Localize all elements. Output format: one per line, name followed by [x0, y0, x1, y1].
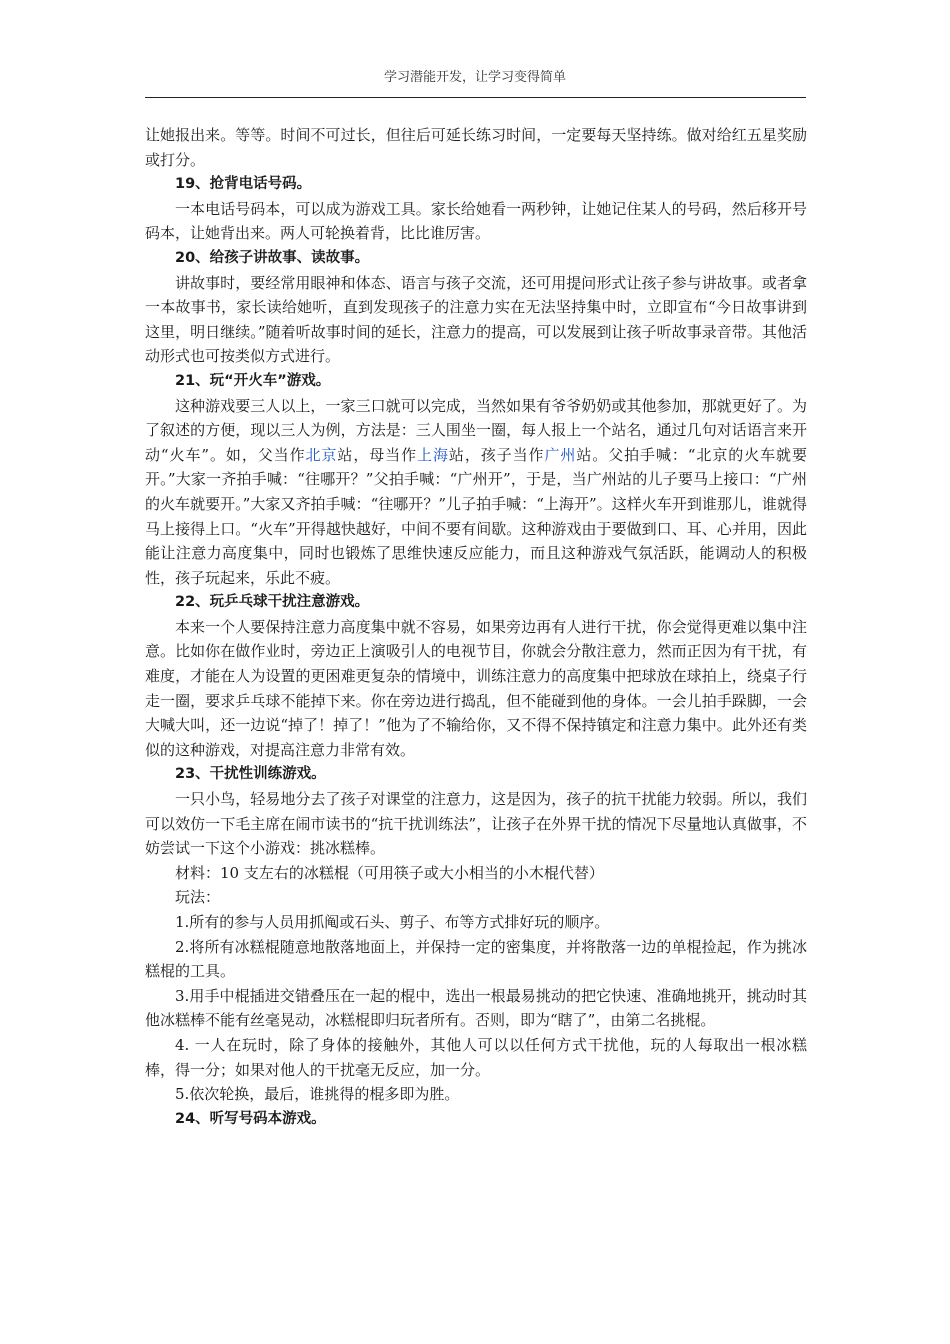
step-4: 4. 一人在玩时，除了身体的接触外，其他人可以以任何方式干扰他，玩的人每取出一根冰糕棒，得一分；如果对他人的干扰毫无反应，加一分。 [145, 1035, 807, 1079]
section-heading-21: 21、玩“开火车”游戏。 [175, 372, 331, 389]
section-body-20: 讲故事时，要经常用眼神和体态、语言与孩子交流，还可用提问形式让孩子参与讲故事。或者拿一本故事书，家长读给她听，直到发现孩子的注意力实在无法坚持集中时，立即宣布“今日故事讲到这里，明日继续。”随着听故事时间的延长，注意力的提高，可以发展到让孩子听故事录音带。其他活动形式也可按类似方式进行。 [145, 273, 807, 366]
paragraph-continued: 让她报出来。等等。时间不可过长，但往后可延长练习时间，一定要每天坚持练。做对给红五星奖励或打分。 [145, 126, 807, 169]
section-heading-22: 22、玩乒乓球干扰注意游戏。 [175, 594, 370, 611]
section-heading-20: 20、给孩子讲故事、读故事。 [175, 249, 370, 266]
play-label: 玩法： [175, 888, 221, 907]
link-guangzhou[interactable]: 广州 [544, 445, 577, 464]
step-2: 2.将所有冰糕棍随意地散落地面上，并保持一定的密集度，并将散落一边的单棍捡起，作为挑冰糕棍的工具。 [145, 937, 807, 981]
step-1: 1.所有的参与人员用抓阄或石头、剪子、布等方式排好玩的顺序。 [175, 913, 610, 931]
link-shanghai[interactable]: 上海 [417, 445, 449, 464]
section-body-19: 一本电话号码本，可以成为游戏工具。家长给她看一两秒钟，让她记住某人的号码，然后移开号码本，让她背出来。两人可轮换着背，比比谁厉害。 [145, 199, 807, 243]
body-21-part-b: 站，母当作 [337, 445, 418, 464]
page-header: 学习潜能开发，让学习变得简单 [383, 70, 566, 85]
section-body-23: 一只小鸟，轻易地分去了孩子对课堂的注意力，这是因为，孩子的抗干扰能力较弱。所以，我们可以效仿一下毛主席在闹市读书的“抗干扰训练法”，让孩子在外界干扰的情况下尽量地认真做事，不妨尝试一下这个小游戏：挑冰糕棒。 [145, 790, 807, 858]
link-beijing[interactable]: 北京 [305, 445, 338, 464]
body-21-part-d: 站。父拍手喊：“北京的火车就要开。”大家一齐拍手喊：“往哪开？”父拍手喊：“广州开”，于是，当广州站的儿子要马上接口：“广州的火车就要开。”大家又齐拍手喊：“往哪开？”儿子拍手喊：“上海开”。这样火车开到谁那儿，谁就得马上接得上口。“火车”开得越快越好，中间不要有间歇。这种游戏由于要做到口、耳、心并用，因此能让注意力高度集中，同时也锻炼了思维快速反应能力，而且这种游戏气氛活跃，能调动人的积极性，孩子玩起来，乐此不疲。 [145, 445, 807, 587]
body-21-part-c: 站，孩子当作 [448, 445, 545, 464]
step-5: 5.依次轮换，最后，谁挑得的棍多即为胜。 [175, 1085, 460, 1104]
section-heading-24: 24、听写号码本游戏。 [175, 1110, 326, 1127]
step-3: 3.用手中棍插进交错叠压在一起的棍中，选出一根最易挑动的把它快速、准确地挑开，挑动时其他冰糕棒不能有丝毫晃动，冰糕棍即归玩者所有。否则，即为“瞎了”，由第二名挑棍。 [145, 986, 807, 1030]
materials-line: 材料：10 支左右的冰糕棍（可用筷子或大小相当的小木棍代替） [175, 863, 604, 882]
document-body [145, 123, 807, 1131]
section-body-21 [145, 394, 807, 591]
section-heading-19: 19、抢背电话号码。 [175, 176, 312, 193]
body-21-part-a: 这种游戏要三人以上，一家三口就可以完成，当然如果有爷爷奶奶或其他参加，那就更好了。为了叙述的方便，现以三人为例，方法是：三人围坐一圈，每人报上一个站名，通过几句对话语言来开动“火车”。如，父当作 [145, 396, 807, 464]
section-body-22: 本来一个人要保持注意力高度集中就不容易，如果旁边再有人进行干扰，你会觉得更难以集中注意。比如你在做作业时，旁边正上演吸引人的电视节目，你就会分散注意力，然而正因为有干扰，有难度，才能在人为设置的更困难更复杂的情境中，训练注意力的高度集中把球放在球拍上，绕桌子行走一圈，要求乒乓球不能掉下来。你在旁边进行捣乱，但不能碰到他的身体。一会儿拍手跺脚，一会大喊大叫，还一边说“掉了！掉了！”他为了不输给你，又不得不保持镇定和注意力集中。此外还有类似的这种游戏，对提高注意力非常有效。 [145, 617, 807, 759]
header-rule [145, 97, 806, 98]
section-heading-23: 23、干扰性训练游戏。 [175, 766, 326, 783]
